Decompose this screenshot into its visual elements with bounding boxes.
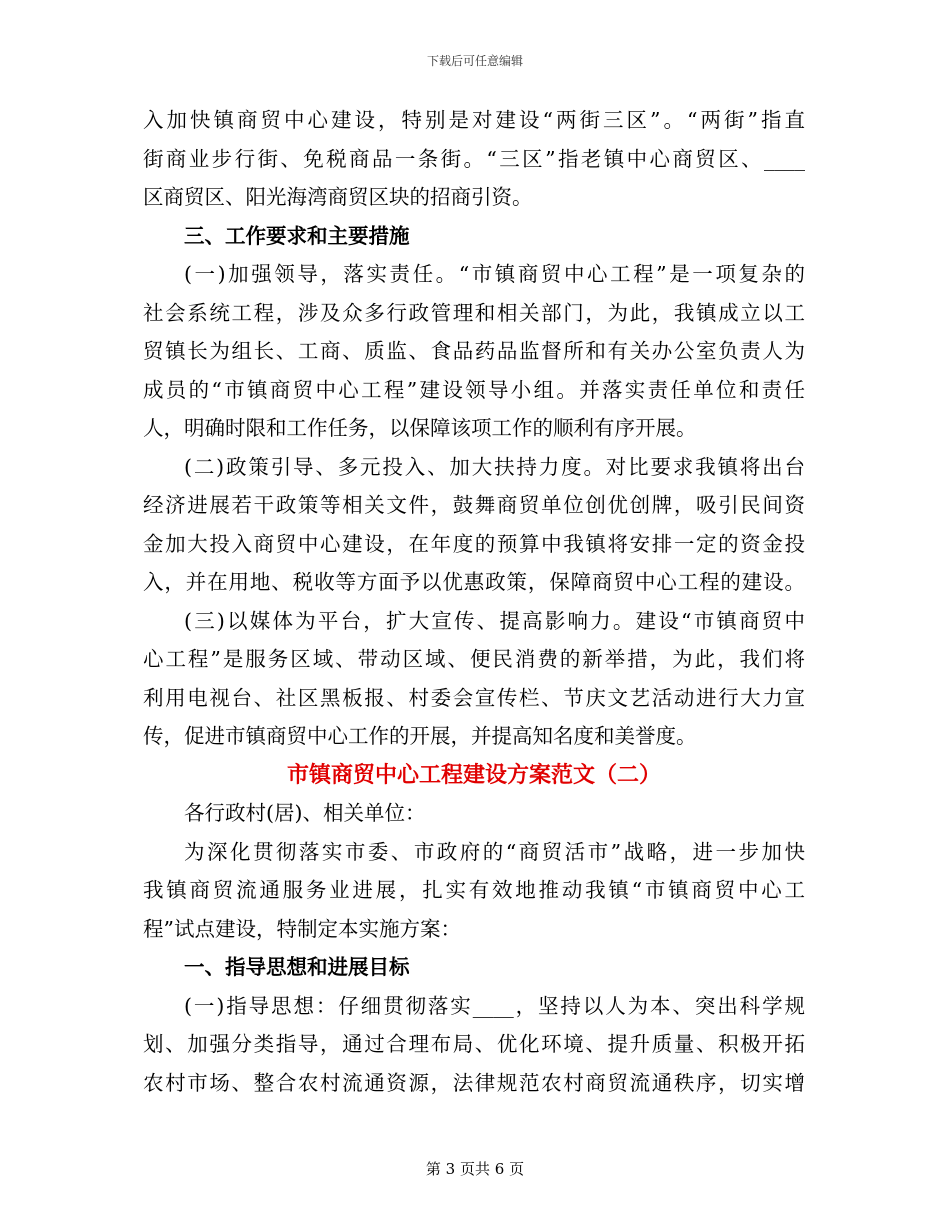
body-line: 我镇商贸流通服务业进展，扎实有效地推动我镇“市镇商贸中心工 (143, 878, 805, 902)
body-line: 传，促进市镇商贸中心工作的开展，并提高知名度和美誉度。 (143, 724, 697, 748)
section-heading: 一、指导思想和进展目标 (184, 955, 410, 979)
body-line: 社会系统工程，涉及众多行政管理和相关部门，为此，我镇成立以工 (143, 300, 805, 325)
body-line: 农村市场、整合农村流通资源，法律规范农村商贸流通秩序，切实增 (143, 1070, 805, 1095)
body-line: 程”试点建设，特制定本实施方案： (143, 916, 461, 941)
body-line: 心工程”是服务区域、带动区域、便民消费的新举措，为此，我们将 (143, 647, 805, 671)
body-line: 区商贸区、阳光海湾商贸区块的招商引资。 (143, 185, 533, 209)
body-line: 贸镇长为组长、工商、质监、食品药品监督所和有关办公室负责人为 (143, 339, 805, 363)
body-line: 入加快镇商贸中心建设，特别是对建设“两街三区”。“两街”指直 (143, 108, 805, 132)
body-line: 成员的“市镇商贸中心工程”建设领导小组。并落实责任单位和责任 (143, 377, 805, 402)
body-line: 划、加强分类指导，通过合理布局、优化环境、提升质量、积极开拓 (143, 1032, 805, 1056)
paragraph-start: (三)以媒体为平台，扩大宣传、提高影响力。建设“市镇商贸中 (184, 608, 805, 633)
document-title: 市镇商贸中心工程建设方案范文（二） (286, 761, 661, 788)
paragraph-start: 为深化贯彻落实市委、市政府的“商贸活市”战略，进一步加快 (184, 839, 805, 864)
body-line: 入，并在用地、税收等方面予以优惠政策，保障商贸中心工程的建设。 (143, 570, 805, 594)
document-body (143, 104, 805, 1105)
body-line: 金加大投入商贸中心建设，在年度的预算中我镇将安排一定的资金投 (143, 531, 805, 556)
paragraph-start: (二)政策引导、多元投入、加大扶持力度。对比要求我镇将出台 (184, 454, 805, 479)
body-line: 利用电视台、社区黑板报、村委会宣传栏、节庆文艺活动进行大力宣 (143, 685, 805, 710)
section-heading: 三、工作要求和主要措施 (184, 223, 410, 248)
body-line: 人，明确时限和工作任务，以保障该项工作的顺利有序开展。 (143, 416, 697, 440)
salutation: 各行政村(居)、相关单位： (184, 801, 426, 825)
page-footer: 第 3 页共 6 页 (425, 1160, 525, 1178)
body-line: 街商业步行街、免税商品一条街。“三区”指老镇中心商贸区、____ (143, 146, 805, 171)
paragraph-start: (一)加强领导，落实责任。“市镇商贸中心工程”是一项复杂的 (184, 262, 805, 286)
page-header: 下载后可任意编辑 (426, 54, 523, 68)
body-line: 经济进展若干政策等相关文件，鼓舞商贸单位创优创牌，吸引民间资 (143, 493, 805, 517)
paragraph-start: (一)指导思想：仔细贯彻落实____，坚持以人为本、突出科学规 (184, 993, 805, 1018)
